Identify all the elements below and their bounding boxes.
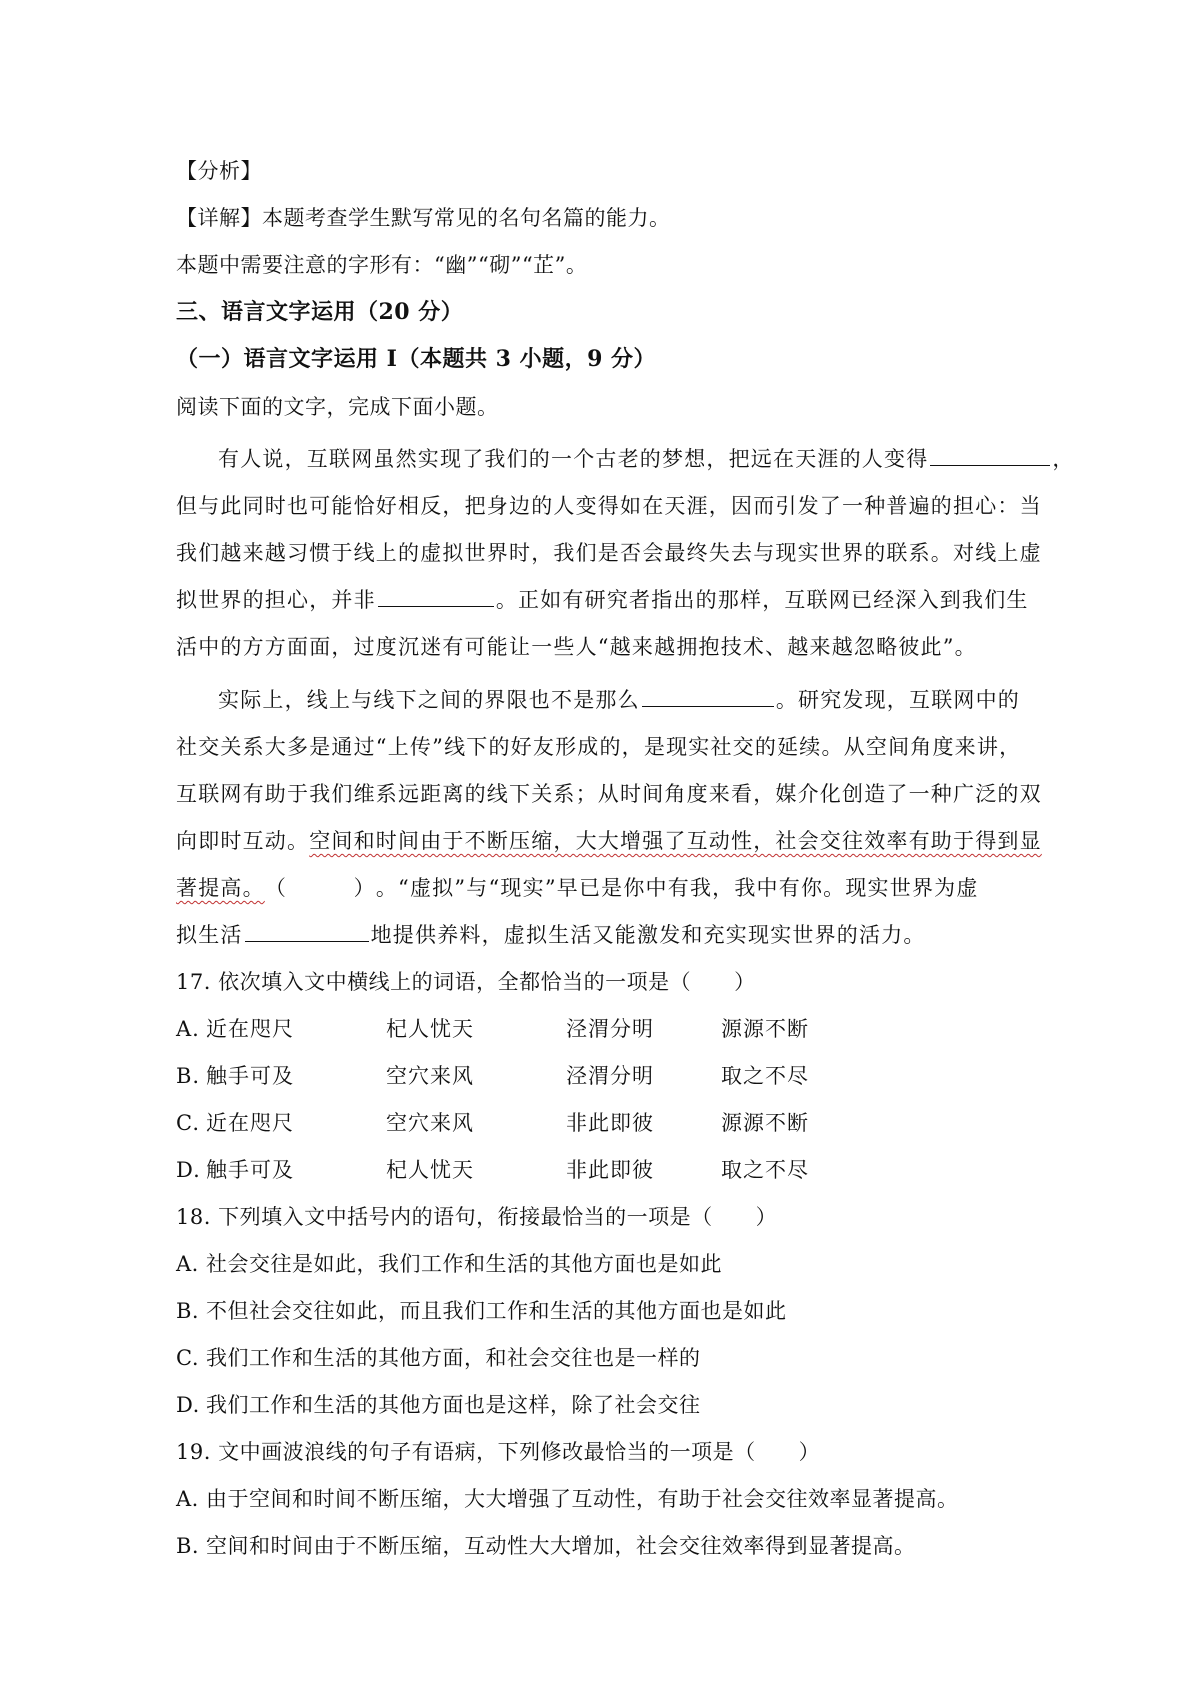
passage-text: 拟生活 [176,923,243,947]
passage-text: 向即时互动。 [176,829,310,853]
question-18-option-c [176,1344,701,1372]
passage-line [176,586,1029,614]
option-label: A. [176,1487,199,1511]
option-label: C. [176,1346,199,1370]
passage-text: 。“虚拟”与“现实”早已是你中有我，我中有你。现实世界为虚 [375,876,979,900]
option-word: 空穴来风 [386,1111,474,1135]
option-word: 泾渭分明 [566,1017,654,1041]
option-label: D. [176,1158,201,1182]
option-word: 源源不断 [721,1111,809,1135]
passage-text: 有人说，互联网虽然实现了我们的一个古老的梦想，把远在天涯的人变得 [218,447,929,471]
passage-text: 拟世界的担心，并非 [176,588,376,612]
section-title: 三、语言文字运用（20 分） [176,299,464,325]
option-word: 近在咫尺 [206,1111,294,1135]
option-word: 触手可及 [206,1158,294,1182]
wavy-underlined-sentence: 著提高。 [176,876,265,900]
analysis-heading: 【分析】 [176,159,262,183]
option-word: 取之不尽 [721,1158,809,1182]
option-label: A. [176,1252,199,1276]
detail-text: 【详解】本题考查学生默写常见的名句名篇的能力。 [176,206,671,230]
fill-blank-4 [245,921,369,942]
passage-line: 但与此同时也可能恰好相反，把身边的人变得如在天涯，因而引发了一种普遍的担心：当 [176,494,1042,518]
passage-line: 社交关系大多是通过“上传”线下的好友形成的，是现实社交的延续。从空间角度来讲， [176,735,1022,759]
option-word: 非此即彼 [566,1158,654,1182]
option-text: 我们工作和生活的其他方面，和社会交往也是一样的 [206,1346,701,1370]
option-text: 空间和时间由于不断压缩，互动性大大增加，社会交往效率得到显著提高。 [206,1534,916,1558]
passage-line: 互联网有助于我们维系远距离的线下关系；从时间角度来看，媒介化创造了一种广泛的双 [176,782,1042,806]
option-text: 社会交往是如此，我们工作和生活的其他方面也是如此 [206,1252,722,1276]
option-text: 由于空间和时间不断压缩，大大增强了互动性，有助于社会交往效率显著提高。 [206,1487,959,1511]
option-label: C. [176,1111,200,1135]
question-18-option-d [176,1391,701,1419]
option-word: 源源不断 [721,1017,809,1041]
option-label: B. [176,1534,200,1558]
passage-line [176,921,926,949]
question-19-stem: 19. 文中画波浪线的句子有语病，下列修改最恰当的一项是（ ） [176,1440,821,1464]
question-17-stem: 17. 依次填入文中横线上的词语，全都恰当的一项是（ ） [176,970,756,994]
fill-blank-3 [642,686,774,707]
passage-line [176,874,979,902]
passage-line [218,445,1075,473]
passage-line: 我们越来越习惯于线上的虚拟世界时，我们是否会最终失去与现实世界的联系。对线上虚 [176,541,1042,565]
passage-text: 。研究发现，互联网中的 [775,688,1021,712]
option-label: A. [176,1017,200,1041]
passage-line [176,827,1042,855]
option-text: 不但社会交往如此，而且我们工作和生活的其他方面也是如此 [206,1299,787,1323]
passage-text: ， [1052,447,1075,471]
passage-text: 实际上，线上与线下之间的界限也不是那么 [218,688,640,712]
wavy-underlined-sentence: 空间和时间由于不断压缩，大大增强了互动性，社会交往效率有助于得到显 [309,829,1042,853]
passage-text: 地提供养料，虚拟生活又能激发和充实现实世界的活力。 [370,923,926,947]
passage-line [218,686,1020,714]
passage-line: 活中的方方面面，过度沉迷有可能让一些人“越来越拥抱技术、越来越忽略彼此”。 [176,635,977,659]
instruction-text: 阅读下面的文字，完成下面小题。 [176,395,499,419]
question-18-option-a [176,1250,722,1278]
option-word: 泾渭分明 [566,1064,654,1088]
option-word: 非此即彼 [566,1111,654,1135]
question-18-option-b [176,1297,787,1325]
fill-blank-2 [378,586,494,607]
fill-blank-1 [930,445,1050,466]
option-text: 我们工作和生活的其他方面也是这样，除了社会交往 [206,1393,701,1417]
option-word: 杞人忧天 [386,1017,474,1041]
note-text: 本题中需要注意的字形有：“幽”“砌”“芷”。 [176,253,588,277]
option-word: 近在咫尺 [206,1017,294,1041]
section-subtitle: （一）语言文字运用 I（本题共 3 小题，9 分） [176,346,657,372]
option-label: D. [176,1393,200,1417]
option-word: 空穴来风 [386,1064,474,1088]
option-label: B. [176,1064,201,1088]
answer-parenthesis: （ ） [264,876,376,900]
passage-text: 。正如有研究者指出的那样，互联网已经深入到我们生 [495,588,1029,612]
question-18-stem: 18. 下列填入文中括号内的语句，衔接最恰当的一项是（ ） [176,1205,778,1229]
option-word: 取之不尽 [721,1064,809,1088]
option-label: B. [176,1299,200,1323]
question-19-option-b [176,1532,916,1560]
option-word: 杞人忧天 [386,1158,474,1182]
question-19-option-a [176,1485,959,1513]
option-word: 触手可及 [206,1064,294,1088]
